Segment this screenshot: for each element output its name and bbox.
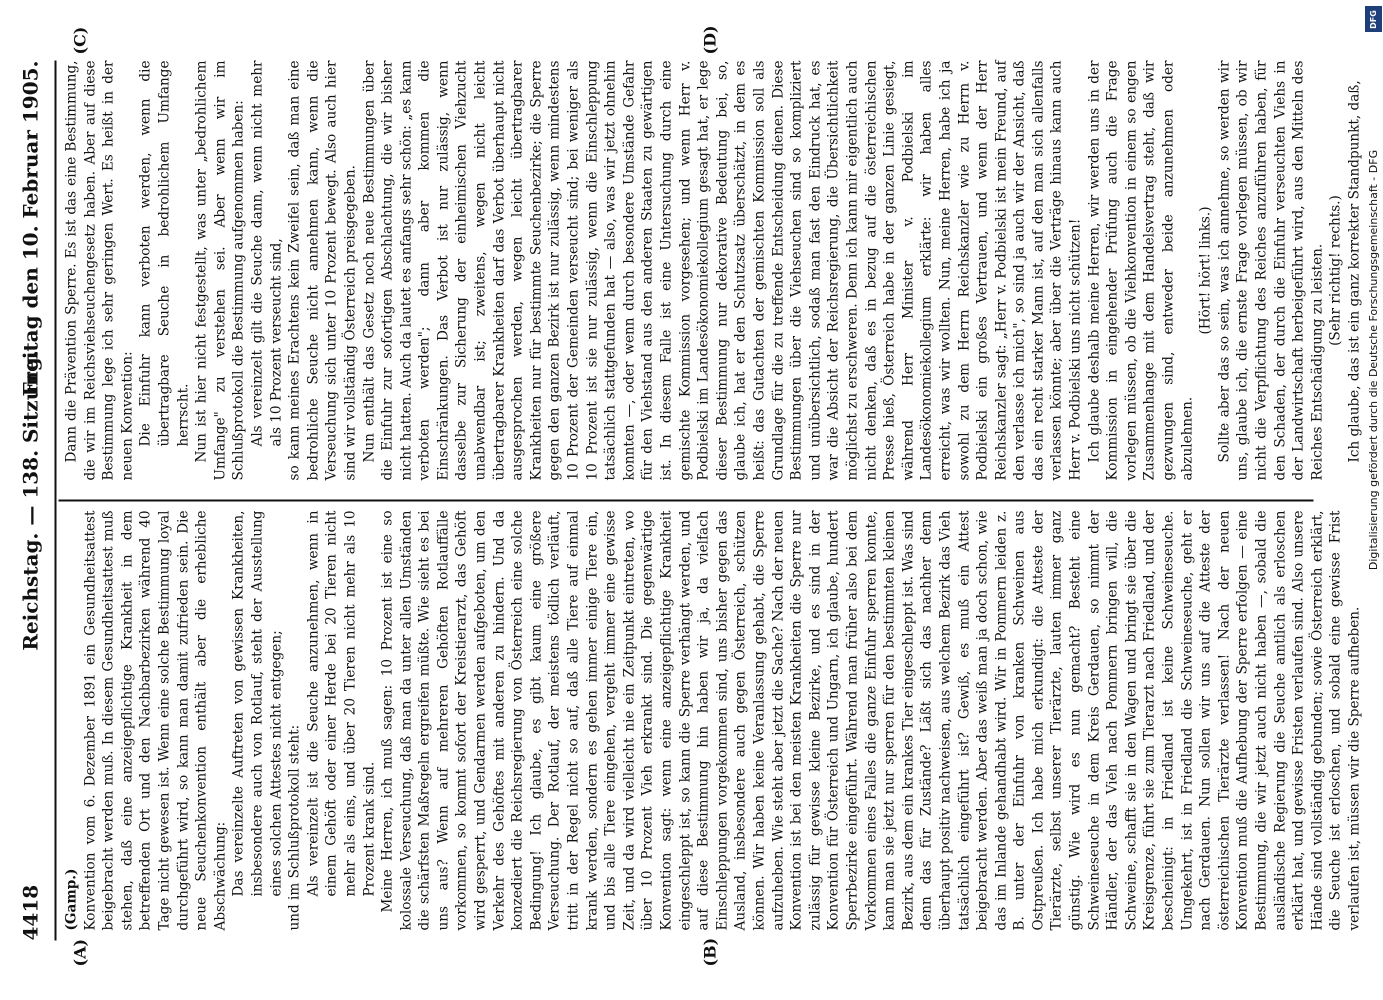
paragraph: Dann die Prävention Sperre. Es ist das eine Bestimmung, die wir im Reichsviehseuchengesetz haben. Aber auf diese Bestimmung lege ich sehr geringen Wert. Es heißt in der neuen Konvention:: [63, 60, 135, 480]
page-number: 4418: [18, 884, 42, 940]
paragraph: Meine Herren, ich muß sagen: 10 Prozent ist eine so kolossale Verseuchung, daß man da unter allen Umständen die schärfsten Maßregeln ergreifen müßte. Wie sieht es bei uns aus? Wenn auf mehreren Gehöften Rotlauffälle vorkommen, so kommt sofort der Kreistierarzt, das Gehöft wird gesperrt, und Gendarmen werden aufgeboten, um den Verkehr des Gehöftes mit anderen zu hindern. Und da konzediert die Reichsregierung von Österreich eine solche Bedingung! Ich glaube, es gibt kaum eine größere Verseuchung. Der Rotlauf, der meistens tödlich verläuft, tritt in der Regel nicht so auf, daß alle Tiere auf einmal krank werden, sondern es gehen immer einige Tiere ein, und bis alle Tiere eingehen, vergeht immer eine gewisse Zeit, und da wird vielleicht nie ein Zeitpunkt eintreten, wo über 10 Prozent Vieh erkrankt sind. Die gegenwärtige Konvention sagt: wenn eine anzeigepflichtige Krankheit eingeschleppt ist, so kann die Sperre verhängt werden, und auf diese Bestimmung hin haben wir ja, da vielfach Einschleppungen vorgekommen sind, uns bisher gegen das Ausland, insbesondere auch gegen Österreich, schützen können. Wir haben keine Veranlassung gehabt, die Sperre aufzuheben. Wie steht aber jetzt die Sache? Nach der neuen Konvention ist bei den meisten Krankheiten die Sperre nur zulässig für gewisse kleine Bezirke, und es sind in der Konvention für Österreich und Ungarn, ich glaube, hundert Sperrbezirke eingeführt. Während man früher also bei dem Vorkommen eines Falles die ganze Einfuhr sperren konnte, kann man sie jetzt nur sperren für den bestimmten kleinen Bezirk, aus dem ein krankes Tier eingeschleppt ist. Was sind denn das für Zustände? Läßt sich das nachher denn überhaupt positiv nachweisen, aus welchem Bezirk das Vieh tatsächlich eingeführt ist? Gewiß, es muß ein Attest beigebracht werden. Aber das weiß man ja doch schon, wie das im Inlande gehandhabt wird. Wir in Pommern leiden z. B. unter der Einfuhr von kranken Schweinen aus Ostpreußen. Ich habe mich erkundigt: die Atteste der Tierärzte, selbst unserer Tierärzte, lauten immer ganz günstig. Wie wird es nun gemacht? Besteht eine Schweineseuche in dem Kreis Gerdauen, so nimmt der Händler, der das Vieh nach Pommern bringen will, die Schweine, schafft sie in den Wagen und bringt sie über die Kreisgrenze, führt sie zum Tierarzt nach Friedland, und der bescheinigt: in Friedland ist keine Schweineseuche. Umgekehrt, ist in Friedland die Schweineseuche, geht er nach Gerdauen. Nun sollen wir uns auf die Atteste der österreichischen Tierärzte verlassen! Nach der neuen Konvention muß die Aufhebung der Sperre erfolgen — eine Bestimmung, die wir jetzt auch nicht haben —, sobald die ausländische Regierung die Seuche amtlich als erloschen erklärt hat, und gewisse Fristen verlaufen sind. Also unsere Hände sind vollständig gebunden; sowie Österreich erklärt, die Seuche ist erloschen, und sobald eine gewisse Frist verlaufen ist, müssen wir die Sperre aufheben.: [379, 510, 1362, 930]
speaker-label: (Gamp.): [63, 868, 79, 930]
quoted-paragraph: Als vereinzelt gilt die Seuche dann, wenn nicht mehr als 10 Prozent verseucht sind,: [248, 60, 284, 446]
page-header: [8, 60, 48, 940]
paragraph: so kann meines Erachtens kein Zweifel sein, daß man eine bedrohliche Seuche nicht annehmen kann, wenn die Verseuchung sich unter 10 Prozent bewegt. Also auch hier sind wir vollständig Österreich preisgegeben.: [286, 60, 358, 480]
credit-text: Digitalisierung gefördert durch die Deutsche Forschungsgemeinschaft - DFG: [1366, 149, 1380, 571]
margin-marker-c: (C): [70, 26, 89, 54]
paragraph: Konvention vom 6. Dezember 1891 ein Gesundheitsattest beigebracht werden muß. In diesem Gesundheitsattest muß stehen, daß eine anzeigepflichtige Krankheit in dem betreffenden Ort und den Nachbarbezirken während 40 Tage nicht gewesen ist. Wenn eine solche Bestimmung loyal durchgeführt wird, so kann man damit zufrieden sein. Die neue Seuchenkonvention enthält aber die erhebliche Abschwächung:: [81, 510, 228, 930]
quoted-paragraph: Das vereinzelte Auftreten von gewissen Krankheiten, insbesondere auch von Rotlauf, steht der Ausstellung eines solchen Attestes nicht entgegen;: [230, 510, 284, 896]
paragraph: Ich glaube deshalb meine Herren, wir werden uns in der Kommission in eingehender Prüfung auch die Frage vorlegen müssen, ob die Viehkonvention in einem so engen Zusammenhange mit dem Handelsvertrag steht, daß wir gezwungen sind, entweder beide anzunehmen oder abzulehnen.: [1085, 60, 1195, 480]
dfg-logo: DFG: [1365, 6, 1382, 32]
header-rule: [54, 60, 56, 940]
left-column: [62, 510, 1362, 930]
margin-marker-d: (D): [700, 24, 719, 54]
interjection: (Sehr richtig! rechts.): [1327, 194, 1344, 346]
paragraph: Nun ist hier nicht festgestellt, was unter „bedrohlichem Umfange" zu verstehen sei. Aber wenn wir im Schlußprotokoll die Bestimmung aufgenommen haben:: [193, 60, 247, 480]
margin-marker-a: (A): [70, 938, 89, 966]
quoted-paragraph: Die Einfuhr kann verboten werden, wenn die übertragbare Seuche in bedrohlichem Umfange herrscht.: [137, 60, 191, 446]
digitization-credit: [1364, 0, 1383, 1000]
paragraph: Sollte aber das so sein, was ich annehme, so werden wir uns, glaube ich, die ernste Frage vorlegen müssen, ob wir nicht die Verpflichtung des Reiches anzuführen haben, für den Schaden, der durch die Einfuhr verseuchten Viehs in der Landwirtschaft herbeigeführt wird, aus den Mitteln des Reiches Entschädigung zu leisten.: [1215, 60, 1325, 480]
session-title: Reichstag. — 138. Sitzung.: [18, 349, 42, 651]
right-column: [62, 60, 1362, 480]
session-date: Freitag den 10. Februar 1905.: [18, 60, 42, 396]
column-divider: [58, 499, 1313, 501]
margin-marker-b: (B): [700, 937, 719, 966]
paragraph: Nun enthält das Gesetz noch neue Bestimmungen über die Einfuhr zur sofortigen Abschlachtung, die wir bisher nicht hatten. Auch da lautet es anfangs sehr schön: „es kann verboten werden"; dann aber kommen die Einschränkungen. Das Verbot ist nur zulässig, wenn dasselbe zur Sicherung der einheimischen Viehzucht unabwendbar ist; zweitens, wegen nicht leicht übertragbarer Krankheiten darf das Verbot überhaupt nicht ausgesprochen werden, wegen leicht übertragbarer Krankheiten nur für bestimmte Seuchenbezirke; die Sperre gegen den ganzen Bezirk ist nur zulässig, wenn mindestens 10 Prozent der Gemeinden verseucht sind; bei weniger als 10 Prozent ist sie nur zulässig, wenn die Einschleppung tatsächlich stattgefunden hat — also, was wir jetzt ohnehin konnten —, oder wenn durch besondere Umstände Gefahr für den Viehstand aus den anderen Staaten zu gewärtigen ist. In diesem Falle ist eine Untersuchung durch eine gemischte Kommission vorgesehen; und wenn Herr v. Podbielski im Landesökonomiekollegium gesagt hat, er lege dieser Bestimmung nur dekorative Bedeutung bei, so, glaube ich, hat er den Schutzsatz überschätzt, in dem es heißt: das Gutachten der gemischten Kommission soll als Grundlage für die zu treffende Entscheidung dienen. Diese Bestimmungen über die Viehseuchen sind so kompliziert und unübersichtlich, sodaß man fast den Eindruck hat, es war die Absicht der Reichsregierung, die Übersichtlichkeit möglichst zu erschweren. Denn ich kann mir eigentlich auch nicht denken, daß es in bezug auf die österreichischen Presse hieß, Österreich habe in der ganzen Linie gesiegt, während Herr Minister v. Podbielski im Landesökonomiekollegium erklärte: wir haben alles erreicht, was wir wollten. Nun, meine Herren, habe ich ja sowohl zu dem Herrn Reichskanzler wie zu Herrn v. Podbielski ein großes Vertrauen, und wenn der Herr Reichskanzler sagt: „Herr v. Podbielski ist mein Freund, auf den verlasse ich mich", so sind ja auch wir der Ansicht, daß das ein recht starker Mann ist, auf den man sich allenfalls verlassen könnte; aber über die Verträge hinaus kann auch Herr v. Podbielski uns nicht schützen!: [360, 60, 1084, 480]
interjection: (Hört! hört! links.): [1197, 205, 1214, 335]
paragraph: und im Schlußprotokoll steht:: [286, 724, 303, 930]
quoted-paragraph: Als vereinzelt ist die Seuche anzunehmen, wenn in einem Gehöft oder einer Herde bei 20 Tieren nicht mehr als eins, und über 20 Tieren nicht mehr als 10 Prozent krank sind.: [304, 510, 377, 896]
paragraph: Ich glaube, das ist ein ganz korrekter Standpunkt, daß,: [1345, 79, 1362, 462]
